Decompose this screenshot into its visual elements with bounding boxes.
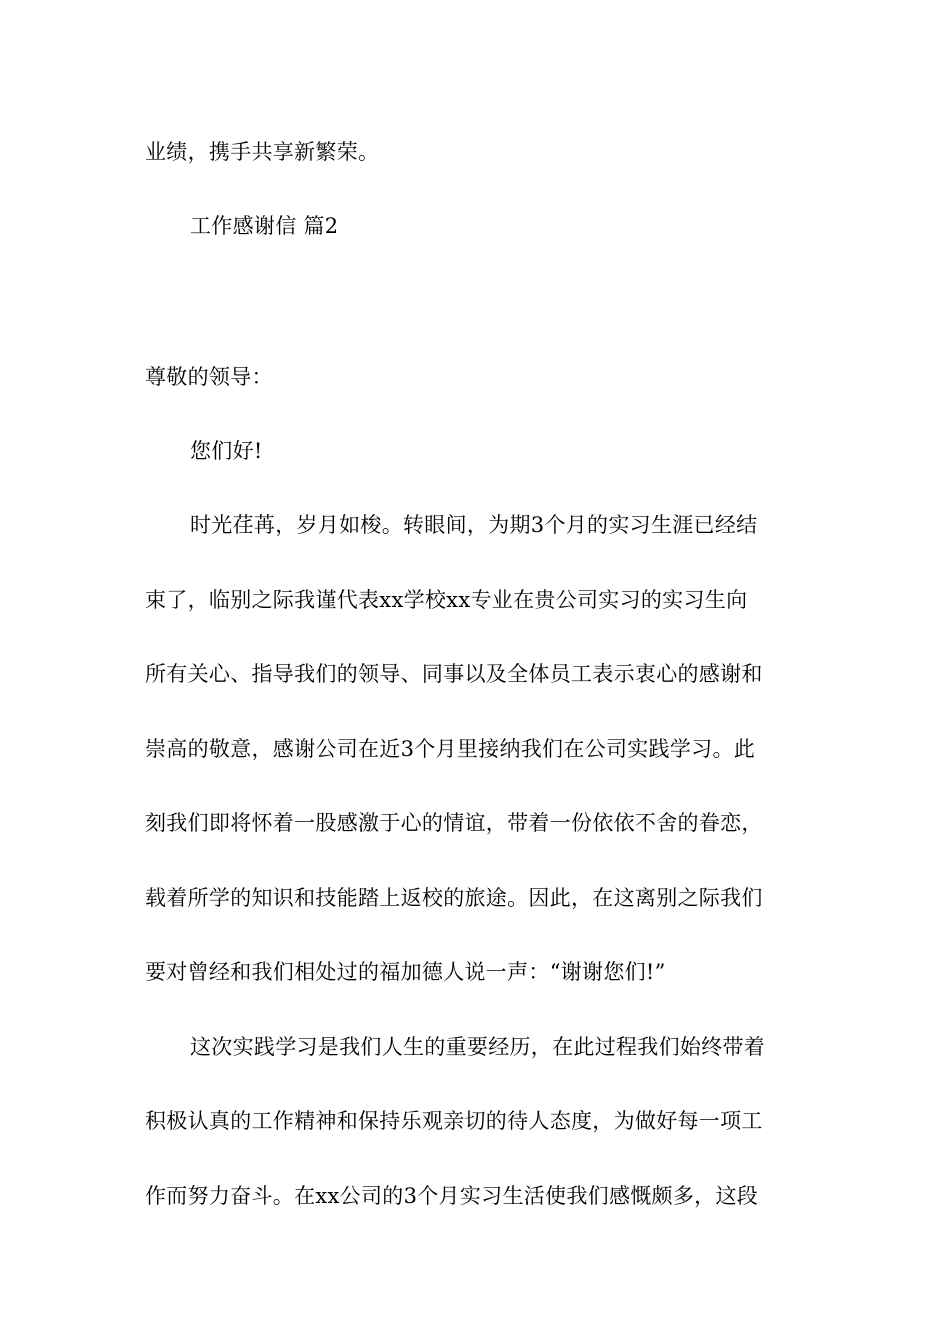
greeting: 您们好!	[190, 439, 263, 463]
paragraph-line: 崇高的敬意，感谢公司在近3个月里接纳我们在公司实践学习。此	[145, 737, 756, 761]
paragraph-line: 要对曾经和我们相处过的福加德人说一声：“谢谢您们!”	[145, 960, 666, 984]
paragraph-line: 积极认真的工作精神和保持乐观亲切的待人态度，为做好每一项工	[145, 1109, 763, 1133]
paragraph-line: 载着所学的知识和技能踏上返校的旅途。因此，在这离别之际我们	[145, 886, 763, 910]
paragraph-line: 所有关心、指导我们的领导、同事以及全体员工表示衷心的感谢和	[145, 662, 763, 686]
paragraph-line: 刻我们即将怀着一股感激于心的情谊，带着一份依依不舍的眷恋，	[145, 811, 763, 835]
paragraph-line: 时光荏苒，岁月如梭。转眼间，为期3个月的实习生涯已经结	[190, 513, 758, 537]
paragraph-line: 束了，临别之际我谨代表xx学校xx专业在贵公司实习的实习生向	[145, 588, 748, 612]
section-heading: 工作感谢信 篇2	[190, 214, 339, 238]
paragraph-line: 作而努力奋斗。在xx公司的3个月实习生活使我们感慨颇多，这段	[145, 1184, 759, 1208]
salutation: 尊敬的领导：	[145, 365, 273, 389]
paragraph-line: 这次实践学习是我们人生的重要经历，在此过程我们始终带着	[190, 1035, 766, 1059]
paragraph-line: 业绩，携手共享新繁荣。	[145, 140, 380, 164]
